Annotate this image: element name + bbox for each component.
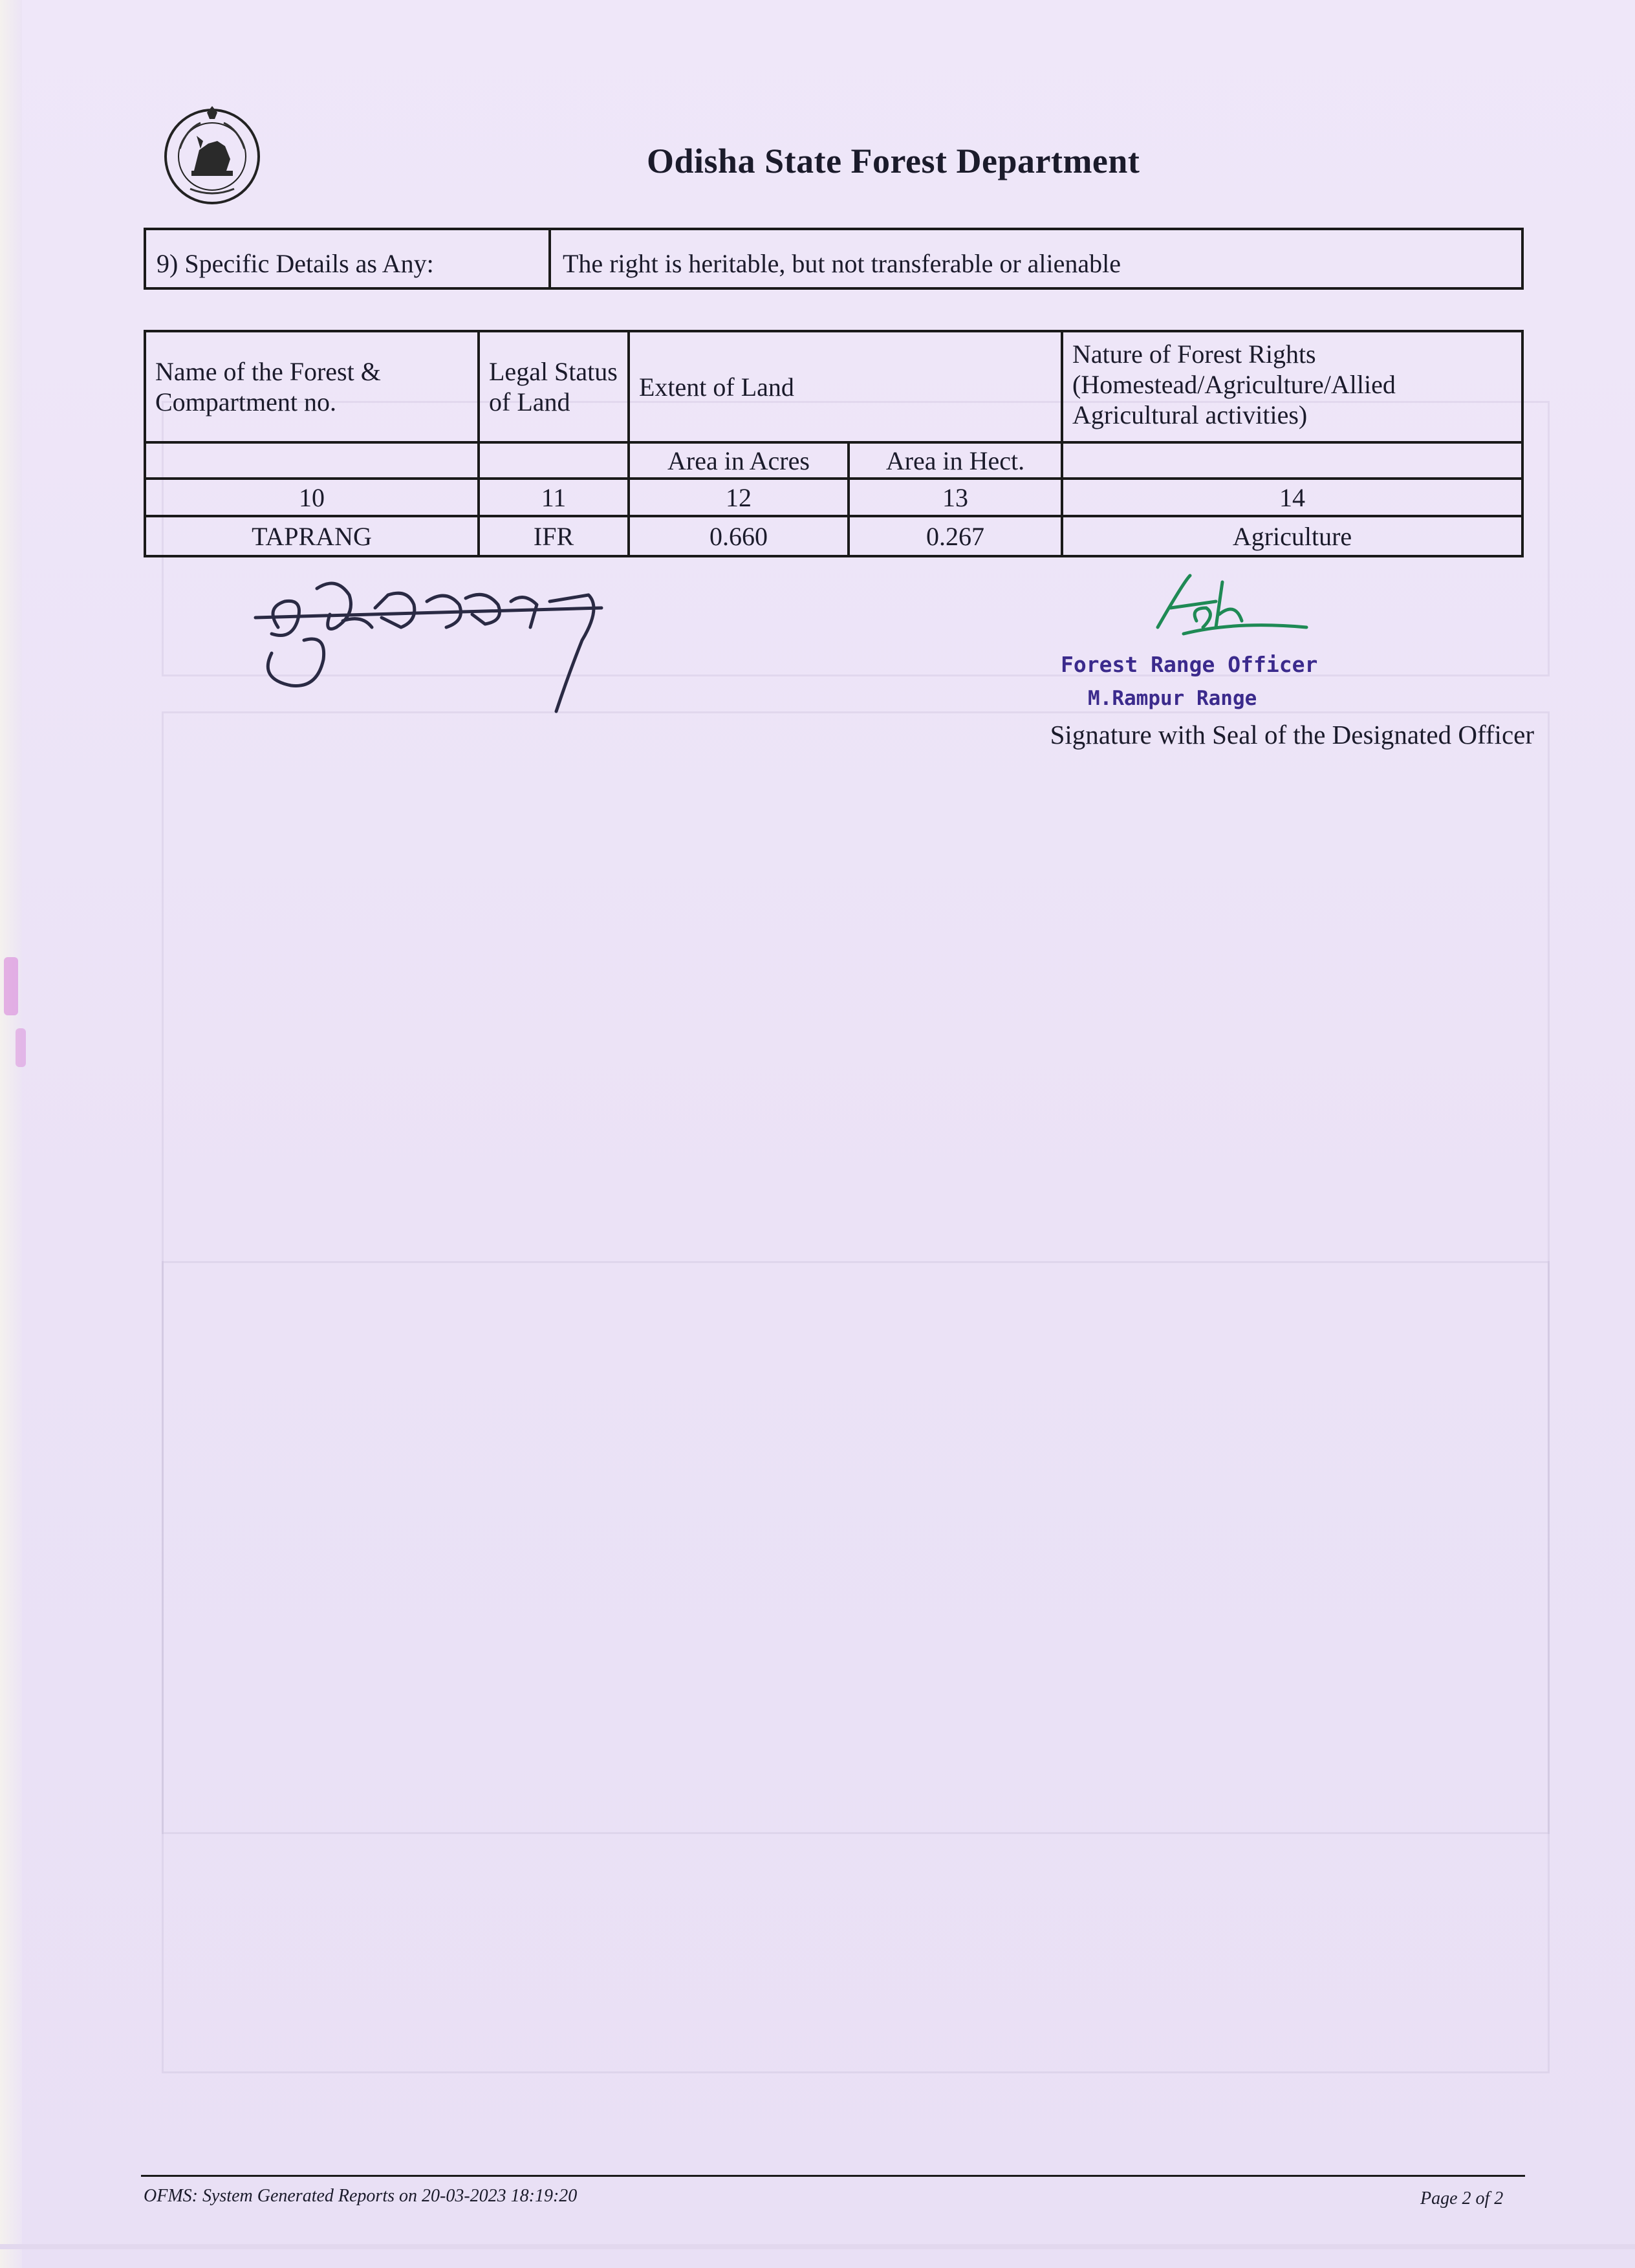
table-subheader-row (145, 442, 1522, 479)
header-area-hect: Area in Hect. (849, 442, 1062, 479)
officer-stamp-range: M.Rampur Range (1088, 687, 1257, 710)
specific-details-value: The right is heritable, but not transferable or alienable (563, 249, 1121, 278)
odisha-state-emblem-icon (160, 103, 264, 207)
designated-officer-caption: Signature with Seal of the Designated Officer (1050, 720, 1534, 750)
column-number: 11 (479, 479, 629, 516)
forest-name-cell: TAPRANG (145, 516, 479, 556)
header-legal-status: Legal Status of Land (479, 331, 629, 442)
ink-stain (4, 957, 18, 1015)
header-nature-of-rights: Nature of Forest Rights (Homestead/Agriculture/Allied Agricultural activities) (1062, 331, 1522, 442)
page-title: Odisha State Forest Department (647, 142, 1140, 180)
header-forest-name: Name of the Forest & Compartment no. (145, 331, 479, 442)
forest-rights-table (144, 330, 1524, 557)
column-number: 10 (145, 479, 479, 516)
table-row (145, 516, 1522, 556)
nature-cell: Agriculture (1062, 516, 1522, 556)
officer-stamp-title: Forest Range Officer (1061, 652, 1318, 677)
officer-signature-icon (1145, 569, 1313, 640)
header-area-acres: Area in Acres (629, 442, 849, 479)
column-number: 12 (629, 479, 849, 516)
table-header-row (145, 331, 1522, 442)
show-through-table (162, 1261, 1550, 1834)
handwritten-signature-icon (252, 569, 614, 718)
area-acres-cell: 0.660 (629, 516, 849, 556)
footer-page-number: Page 2 of 2 (1420, 2188, 1504, 2209)
header-extent-of-land: Extent of Land (629, 331, 1062, 442)
legal-status-cell: IFR (479, 516, 629, 556)
subheader-blank (145, 442, 479, 479)
footer-divider (141, 2175, 1525, 2177)
column-number-row (145, 479, 1522, 516)
subheader-blank (1062, 442, 1522, 479)
specific-details-row (144, 228, 1524, 290)
column-number: 13 (849, 479, 1062, 516)
column-number: 14 (1062, 479, 1522, 516)
ink-stain (16, 1028, 26, 1067)
subheader-blank (479, 442, 629, 479)
footer-generated-text: OFMS: System Generated Reports on 20-03-2023 18:19:20 (144, 2186, 578, 2206)
specific-details-label: 9) Specific Details as Any: (146, 230, 551, 287)
area-hect-cell: 0.267 (849, 516, 1062, 556)
paper-edge (0, 0, 22, 2268)
paper-crease (0, 2244, 1635, 2249)
